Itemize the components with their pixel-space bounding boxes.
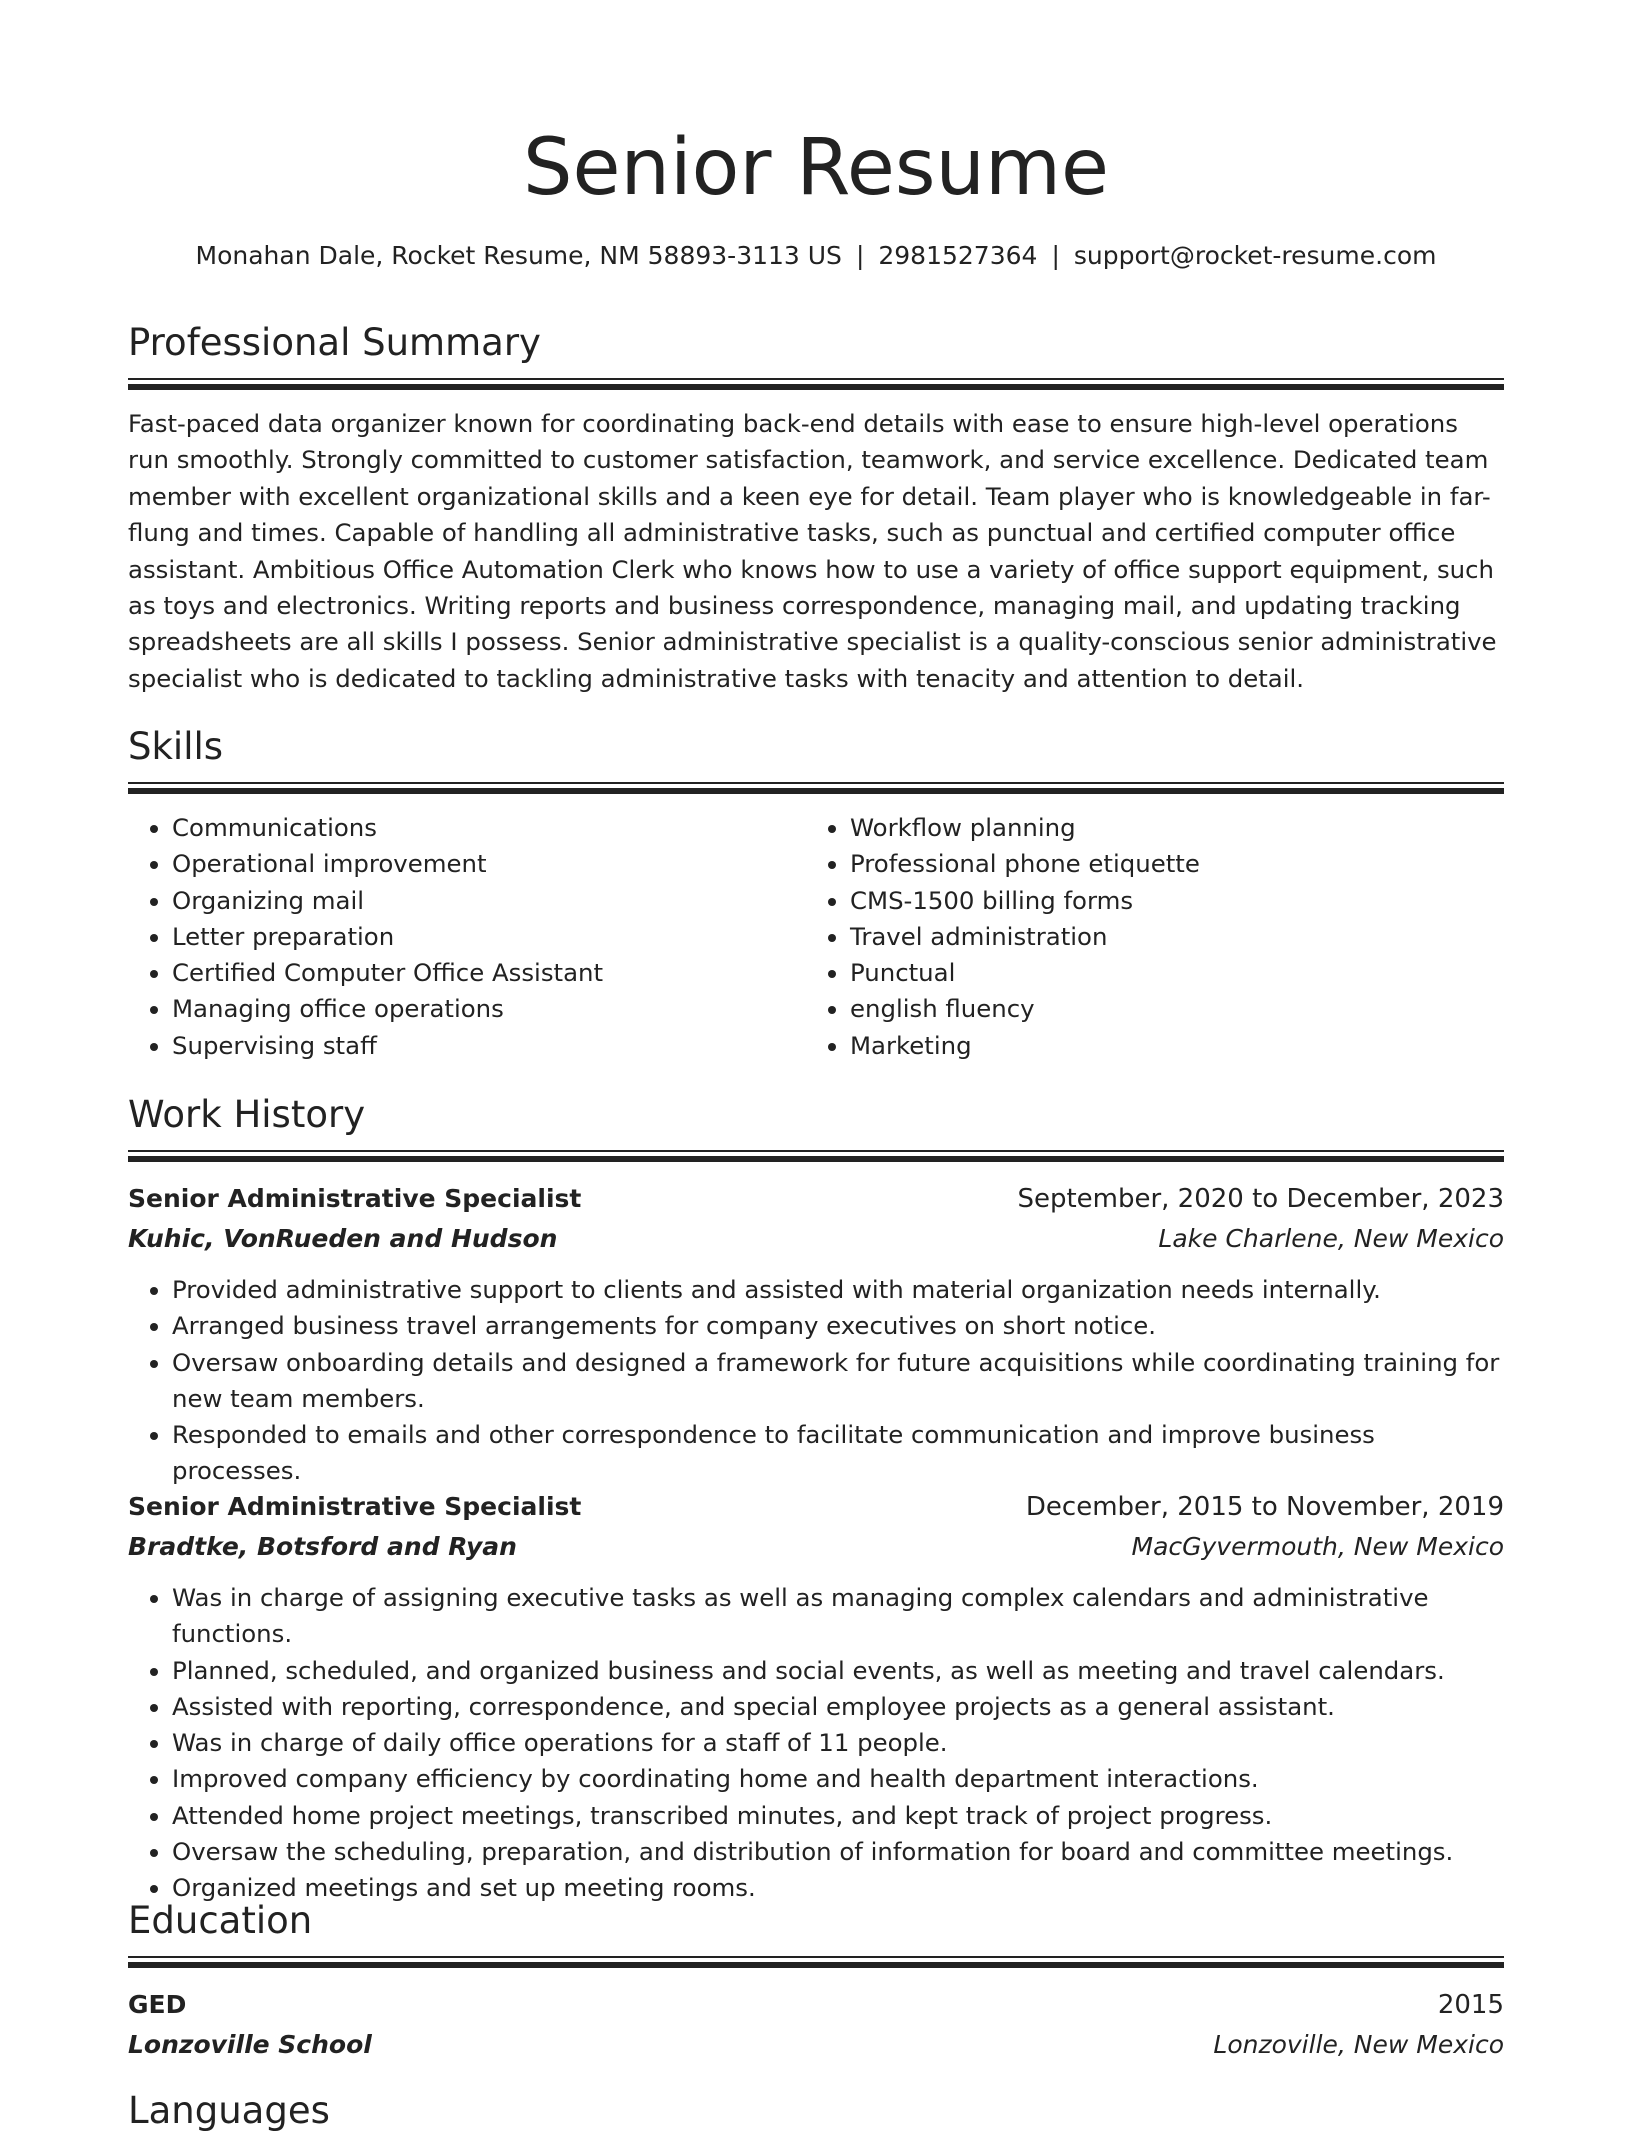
list-item: • Punctual: [850, 955, 1466, 991]
job-2-header: [128, 1488, 1504, 1526]
skills-left-list: [128, 810, 788, 1064]
education-location: Lonzoville, New Mexico: [1213, 2030, 1504, 2059]
contact-phone: 2981527364: [878, 241, 1038, 270]
list-item: • Travel administration: [850, 919, 1466, 955]
skills-heading: Skills: [128, 725, 224, 768]
job-2-duties: [128, 1580, 1504, 1907]
list-item: • Operational improvement: [172, 846, 788, 882]
languages-heading: Languages: [128, 2089, 330, 2132]
job-1-duties: [128, 1272, 1504, 1490]
job-location: Lake Charlene, New Mexico: [1158, 1224, 1504, 1253]
section-divider: [128, 1956, 1504, 1968]
list-item: • english fluency: [850, 991, 1466, 1027]
job-duties-list: [128, 1580, 1504, 1907]
job-location: MacGyvermouth, New Mexico: [1131, 1532, 1504, 1561]
contact-line: [128, 238, 1504, 274]
list-item: • Responded to emails and other correspondence to facilitate communication and improve business processes.: [172, 1417, 1504, 1490]
list-item: • Planned, scheduled, and organized business and social events, as well as meeting and travel calendars.: [172, 1653, 1504, 1689]
job-1-header: [128, 1180, 1504, 1218]
job-dates: September, 2020 to December, 2023: [1017, 1184, 1504, 1214]
education-school: Lonzoville School: [128, 2030, 372, 2059]
education-degree: GED: [128, 1990, 187, 2019]
job-company: Bradtke, Botsford and Ryan: [128, 1532, 517, 1561]
list-item: • Professional phone etiquette: [850, 846, 1466, 882]
list-item: • Communications: [172, 810, 788, 846]
list-item: • Managing office operations: [172, 991, 788, 1027]
list-item: • Organized meetings and set up meeting rooms.: [172, 1870, 1504, 1906]
skills-right-list: [806, 810, 1466, 1064]
list-item: • Improved company efficiency by coordinating home and health department interactions.: [172, 1761, 1504, 1797]
list-item: • Attended home project meetings, transcribed minutes, and kept track of project progress.: [172, 1798, 1504, 1834]
list-item: • CMS-1500 billing forms: [850, 883, 1466, 919]
education-header: [128, 1986, 1504, 2024]
work-heading: Work History: [128, 1093, 366, 1136]
list-item: • Oversaw the scheduling, preparation, and distribution of information for board and committee meetings.: [172, 1834, 1504, 1870]
education-heading: Education: [128, 1899, 313, 1942]
resume-title: Senior Resume: [523, 123, 1109, 213]
job-title: Senior Administrative Specialist: [128, 1492, 582, 1521]
list-item: • Provided administrative support to clients and assisted with material organization needs internally.: [172, 1272, 1504, 1308]
list-item: • Letter preparation: [172, 919, 788, 955]
section-divider: [128, 782, 1504, 794]
list-item: • Organizing mail: [172, 883, 788, 919]
list-item: • Workflow planning: [850, 810, 1466, 846]
job-company: Kuhic, VonRueden and Hudson: [128, 1224, 558, 1253]
section-divider: [128, 378, 1504, 390]
contact-email[interactable]: support@rocket-resume.com: [1073, 241, 1437, 270]
job-2-org: [128, 1528, 1504, 1566]
contact-separator: |: [855, 241, 865, 270]
job-1-org: [128, 1220, 1504, 1258]
skills-left-column: [128, 810, 788, 1064]
list-item: • Supervising staff: [172, 1028, 788, 1064]
job-duties-list: [128, 1272, 1504, 1490]
section-divider: [128, 1150, 1504, 1162]
list-item: • Marketing: [850, 1028, 1466, 1064]
list-item: • Was in charge of daily office operations for a staff of 11 people.: [172, 1725, 1504, 1761]
list-item: • Assisted with reporting, correspondence, and special employee projects as a general assistant.: [172, 1689, 1504, 1725]
summary-heading: Professional Summary: [128, 321, 541, 364]
list-item: • Certified Computer Office Assistant: [172, 955, 788, 991]
summary-text: Fast-paced data organizer known for coordinating back-end details with ease to ensure high-level operations run smoothly. Strongly committed to customer satisfaction, teamwork, and service excellence. Dedicated team member with excellent organizational skills and a keen eye for detail. Team player who is knowledgeable in far-flung and times. Capable of handling all administrative tasks, such as punctual and certified computer office assistant. Ambitious Office Automation Clerk who knows how to use a variety of office support equipment, such as toys and electronics. Writing reports and business correspondence, managing mail, and updating tracking spreadsheets are all skills I possess. Senior administrative specialist is a quality-conscious senior administrative specialist who is dedicated to tackling administrative tasks with tenacity and attention to detail.: [128, 409, 1497, 693]
list-item: • Was in charge of assigning executive tasks as well as managing complex calendars and administrative functions.: [172, 1580, 1504, 1653]
job-title: Senior Administrative Specialist: [128, 1184, 582, 1213]
education-school-row: [128, 2026, 1504, 2064]
contact-separator: |: [1051, 241, 1060, 270]
skills-right-column: [806, 810, 1466, 1064]
list-item: • Arranged business travel arrangements for company executives on short notice.: [172, 1308, 1504, 1344]
job-dates: December, 2015 to November, 2019: [1025, 1492, 1504, 1522]
contact-address: Monahan Dale, Rocket Resume, NM 58893-3113 US: [195, 241, 842, 270]
list-item: • Oversaw onboarding details and designed a framework for future acquisitions while coordinating training for new team members.: [172, 1345, 1504, 1418]
education-year: 2015: [1437, 1990, 1504, 2020]
